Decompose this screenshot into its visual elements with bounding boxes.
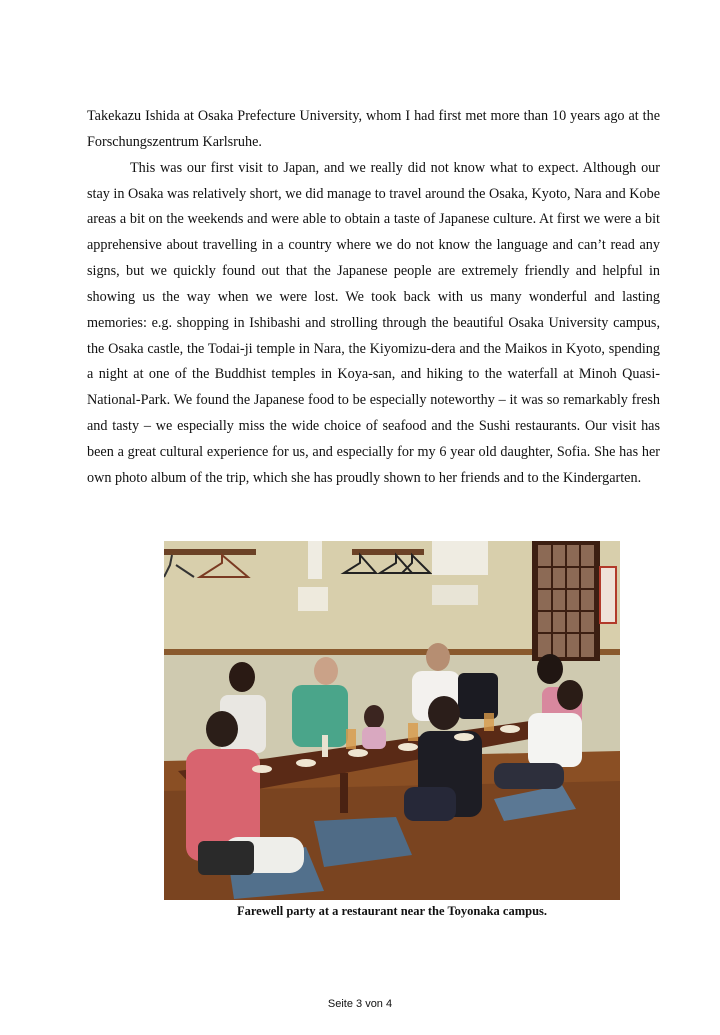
party-photo xyxy=(164,541,620,900)
figure-caption: Farewell party at a restaurant near the Toyonaka campus. xyxy=(236,904,548,918)
body-text xyxy=(87,104,660,492)
paragraph-continued: Takekazu Ishida at Osaka Prefecture University, whom I had first met more than 10 years ago at the Forschungszentrum Karlsruhe. xyxy=(87,108,660,150)
paragraph-main: This was our first visit to Japan, and we really did not know what to expect. Although our stay in Osaka was relatively short, we did manage to travel around the Osaka, Kyoto, Nara and Kobe areas a bit on the weekends and were able to obtain a taste of Japanese culture. At first we were a bit apprehensive about travelling in a country where we do not know the language and can’t read any signs, but we quickly found out that the Japanese people are extremely friendly and helpful in showing us the way when we were lost. We took back with us many wonderful and lasting memories: e.g. shopping in Ishibashi and strolling through the beautiful Osaka University campus, the Osaka castle, the Todai-ji temple in Nara, the Kiyomizu-dera and the Maikos in Kyoto, spending a night at one of the Buddhist temples in Koya-san, and hiking to the waterfall at Minoh Quasi-National-Park. We found the Japanese food to be especially noteworthy – it was so remarkably fresh and tasty – we especially miss the wide choice of seafood and the Sushi restaurants. Our visit has been a great cultural experience for us, and especially for my 6 year old daughter, Sofia. She has her own photo album of the trip, which she has proudly shown to her friends and to the Kindergarten. xyxy=(87,159,660,486)
page-number: Seite 3 von 4 xyxy=(327,998,393,1010)
